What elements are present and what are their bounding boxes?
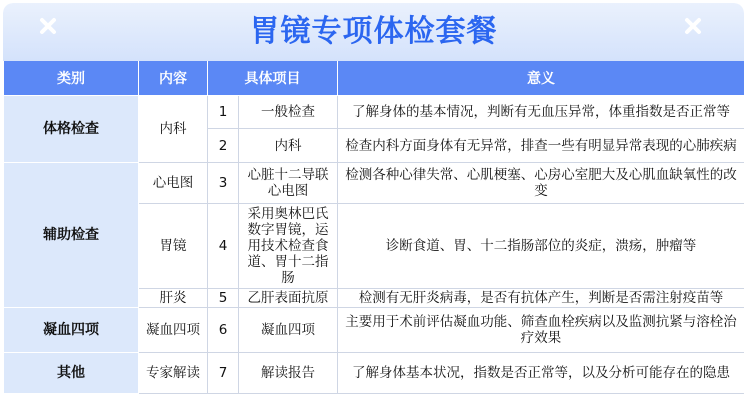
item-cell: 内科 <box>239 129 338 163</box>
header-meaning: 意义 <box>338 61 745 96</box>
category-physical: 体格检查 <box>4 96 139 163</box>
package-card <box>3 3 744 403</box>
item-number: 3 <box>208 163 239 204</box>
meaning-cell: 主要用于术前评估凝血功能、筛查血栓疾病以及监测抗紧与溶栓治疗效果 <box>338 308 745 353</box>
item-number: 6 <box>208 308 239 353</box>
table-header-row <box>4 61 745 96</box>
header-content: 内容 <box>139 61 208 96</box>
item-number: 4 <box>208 204 239 289</box>
item-cell: 凝血四项 <box>239 308 338 353</box>
meaning-cell: 检测有无肝炎病毒，是否有抗体产生，判断是否需注射疫苗等 <box>338 289 745 308</box>
item-cell: 乙肝表面抗原 <box>239 289 338 308</box>
header-category: 类别 <box>4 61 139 96</box>
item-cell: 解读报告 <box>239 353 338 394</box>
category-auxiliary: 辅助检查 <box>4 163 139 308</box>
content-cell: 专家解读 <box>139 353 208 394</box>
meaning-cell: 检查内科方面身体有无异常，排查一些有明显异常表现的心肺疾病 <box>338 129 745 163</box>
category-other: 其他 <box>4 353 139 394</box>
page-title: 胃镜专项体检套餐 <box>249 14 498 49</box>
package-table <box>3 61 744 394</box>
content-cell: 胃镜 <box>139 204 208 289</box>
meaning-cell: 了解身体基本状况，指数是否正常等，以及分析可能存在的隐患 <box>338 353 745 394</box>
content-cell: 心电图 <box>139 163 208 204</box>
table-row <box>4 96 745 129</box>
item-cell: 心脏十二导联心电图 <box>239 163 338 204</box>
item-number: 7 <box>208 353 239 394</box>
item-number: 2 <box>208 129 239 163</box>
content-cell: 肝炎 <box>139 289 208 308</box>
meaning-cell: 检测各种心律失常、心肌梗塞、心房心室肥大及心肌血缺氧性的改变 <box>338 163 745 204</box>
content-cell: 内科 <box>139 96 208 163</box>
meaning-cell: 了解身体的基本情况，判断有无血压异常，体重指数是否正常等 <box>338 96 745 129</box>
item-cell: 采用奥林巴氏数字胃镜，运用技术检查食道、胃十二指肠 <box>239 204 338 289</box>
table-row <box>4 308 745 353</box>
table-row <box>4 353 745 394</box>
table-row <box>4 163 745 204</box>
item-cell: 一般检查 <box>239 96 338 129</box>
header-item: 具体项目 <box>208 61 338 96</box>
category-coagulation: 凝血四项 <box>4 308 139 353</box>
item-number: 5 <box>208 289 239 308</box>
item-number: 1 <box>208 96 239 129</box>
meaning-cell: 诊断食道、胃、十二指肠部位的炎症，溃疡，肿瘤等 <box>338 204 745 289</box>
content-cell: 凝血四项 <box>139 308 208 353</box>
